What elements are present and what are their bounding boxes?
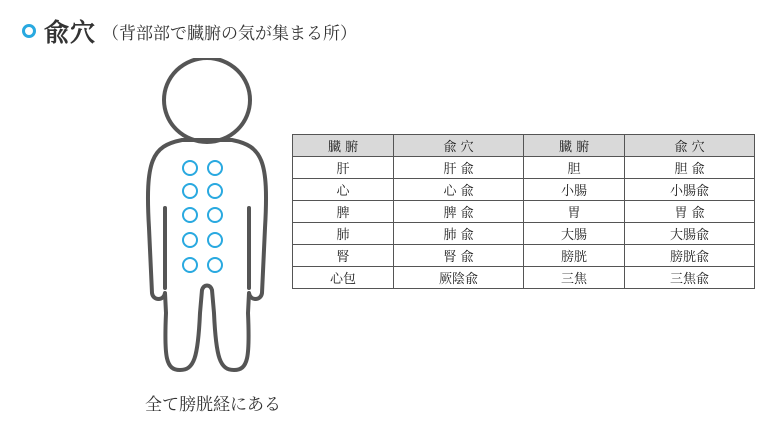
table-cell: 腎 (293, 245, 394, 267)
table-row (293, 223, 755, 245)
table-cell: 心包 (293, 267, 394, 289)
table-cell: 腎 兪 (394, 245, 524, 267)
table-cell: 胆 兪 (625, 157, 755, 179)
table-cell: 厥陰兪 (394, 267, 524, 289)
table-row (293, 179, 755, 201)
table-cell: 脾 (293, 201, 394, 223)
human-back-icon (140, 58, 290, 378)
table-cell: 大腸兪 (625, 223, 755, 245)
table-header-row (293, 135, 755, 157)
caption: 全て膀胱経にある (145, 395, 281, 415)
title-main: 兪穴 (44, 18, 97, 47)
table-row (293, 157, 755, 179)
body-figure-illustration (140, 58, 290, 378)
table-cell: 肺 (293, 223, 394, 245)
table-cell: 小腸兪 (625, 179, 755, 201)
title-subtitle: （背部部で臓腑の気が集まる所） (102, 23, 358, 44)
header-cell: 臓 腑 (523, 135, 624, 157)
table-cell: 肝 (293, 157, 394, 179)
header-cell: 兪 穴 (625, 135, 755, 157)
table-cell: 膀胱 (523, 245, 624, 267)
table-row (293, 245, 755, 267)
table-cell: 膀胱兪 (625, 245, 755, 267)
table-cell: 胃 兪 (625, 201, 755, 223)
table-cell: 三焦 (523, 267, 624, 289)
circle-bullet-icon (22, 24, 36, 38)
table-cell: 心 (293, 179, 394, 201)
table-cell: 大腸 (523, 223, 624, 245)
table-cell: 胃 (523, 201, 624, 223)
table-cell: 肝 兪 (394, 157, 524, 179)
header-cell: 兪 穴 (394, 135, 524, 157)
slide-title (22, 14, 357, 48)
acupoint-table (292, 134, 755, 289)
table-cell: 小腸 (523, 179, 624, 201)
table-cell: 三焦兪 (625, 267, 755, 289)
table-cell: 肺 兪 (394, 223, 524, 245)
table-cell: 心 兪 (394, 179, 524, 201)
table-row (293, 267, 755, 289)
table-cell: 胆 (523, 157, 624, 179)
table-row (293, 201, 755, 223)
table-cell: 脾 兪 (394, 201, 524, 223)
header-cell: 臓 腑 (293, 135, 394, 157)
